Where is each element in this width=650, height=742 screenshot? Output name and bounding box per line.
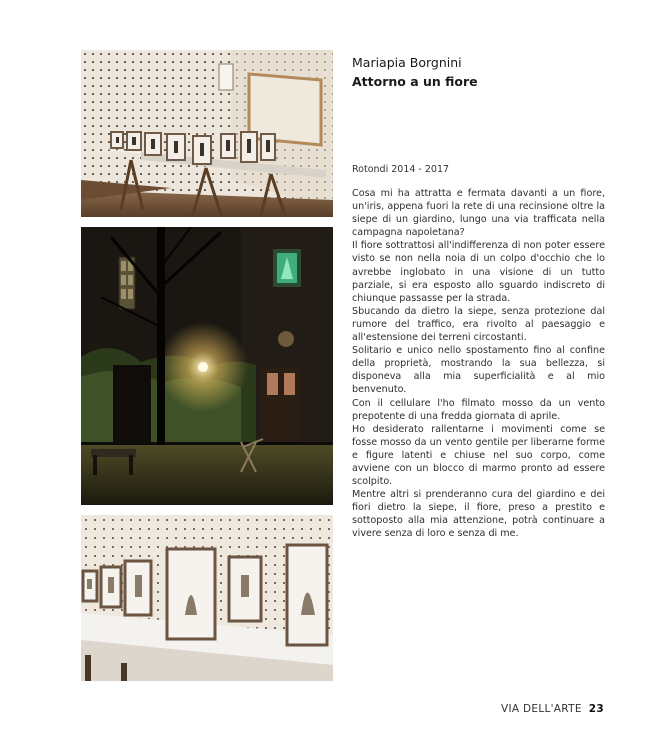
article-header: [352, 54, 605, 91]
artwork-subtitle: Rotondi 2014 - 2017: [352, 164, 450, 175]
page-number: 23: [588, 703, 604, 715]
author-name: Mariapia Borgnini: [352, 55, 462, 70]
night-garden-photo-image: [81, 227, 333, 505]
night-garden-photo: [81, 227, 333, 505]
framed-works-closeup-photo-image: [81, 515, 333, 681]
exhibition-photo-room-image: [81, 50, 333, 217]
body-paragraph: Mentre altri si prenderanno cura del giardino e dei fiori dietro la siepe, il fiore, preso a prestito e sottoposto alla mia attenzione, potrà continuare a vivere senza di loro e senza di me.: [352, 489, 605, 540]
body-paragraph: Il fiore sottrattosi all'indifferenza di non poter essere visto se non nella noia di un colpo d'occhio che lo avrebbe inglobato in una visione di un tutto parziale, si era esposto allo sguardo indiscreto di chiunque passasse per la strada.: [352, 240, 605, 304]
section-name: VIA DELL'ARTE: [501, 703, 582, 715]
body-paragraph: Ho desiderato rallentarne i movimenti come se fosse mosso da un vento gentile per liberarne forme e figure latenti e chiuse nel suo corpo, come avviene con un blocco di marmo pronto ad essere scolpito.: [352, 423, 605, 488]
artwork-title: Attorno a un fiore: [352, 74, 478, 89]
body-paragraph: Sbucando da dietro la siepe, senza protezione dal rumore del traffico, era rivolto al paesaggio e all'estensione dei terreni circostanti.: [352, 305, 605, 344]
body-paragraph: Con il cellulare l'ho filmato mosso da un vento prepotente di una fredda giornata di aprile.: [352, 397, 605, 422]
article-body: [352, 187, 605, 541]
framed-works-closeup-photo: [81, 515, 333, 681]
body-paragraph: Solitario e unico nello spostamento fino al confine della proprietà, mostrando la sua bellezza, si disponeva alla mia superficialità e al mio benvenuto.: [352, 345, 605, 396]
exhibition-photo-room: [81, 50, 333, 217]
body-paragraph: Cosa mi ha attratta e fermata davanti a un fiore, un'iris, appena fuori la rete di una recinsione oltre la siepe di un giardino, lungo una via trafficata nella campagna napoletana?: [352, 188, 605, 239]
page-footer: [501, 703, 604, 715]
